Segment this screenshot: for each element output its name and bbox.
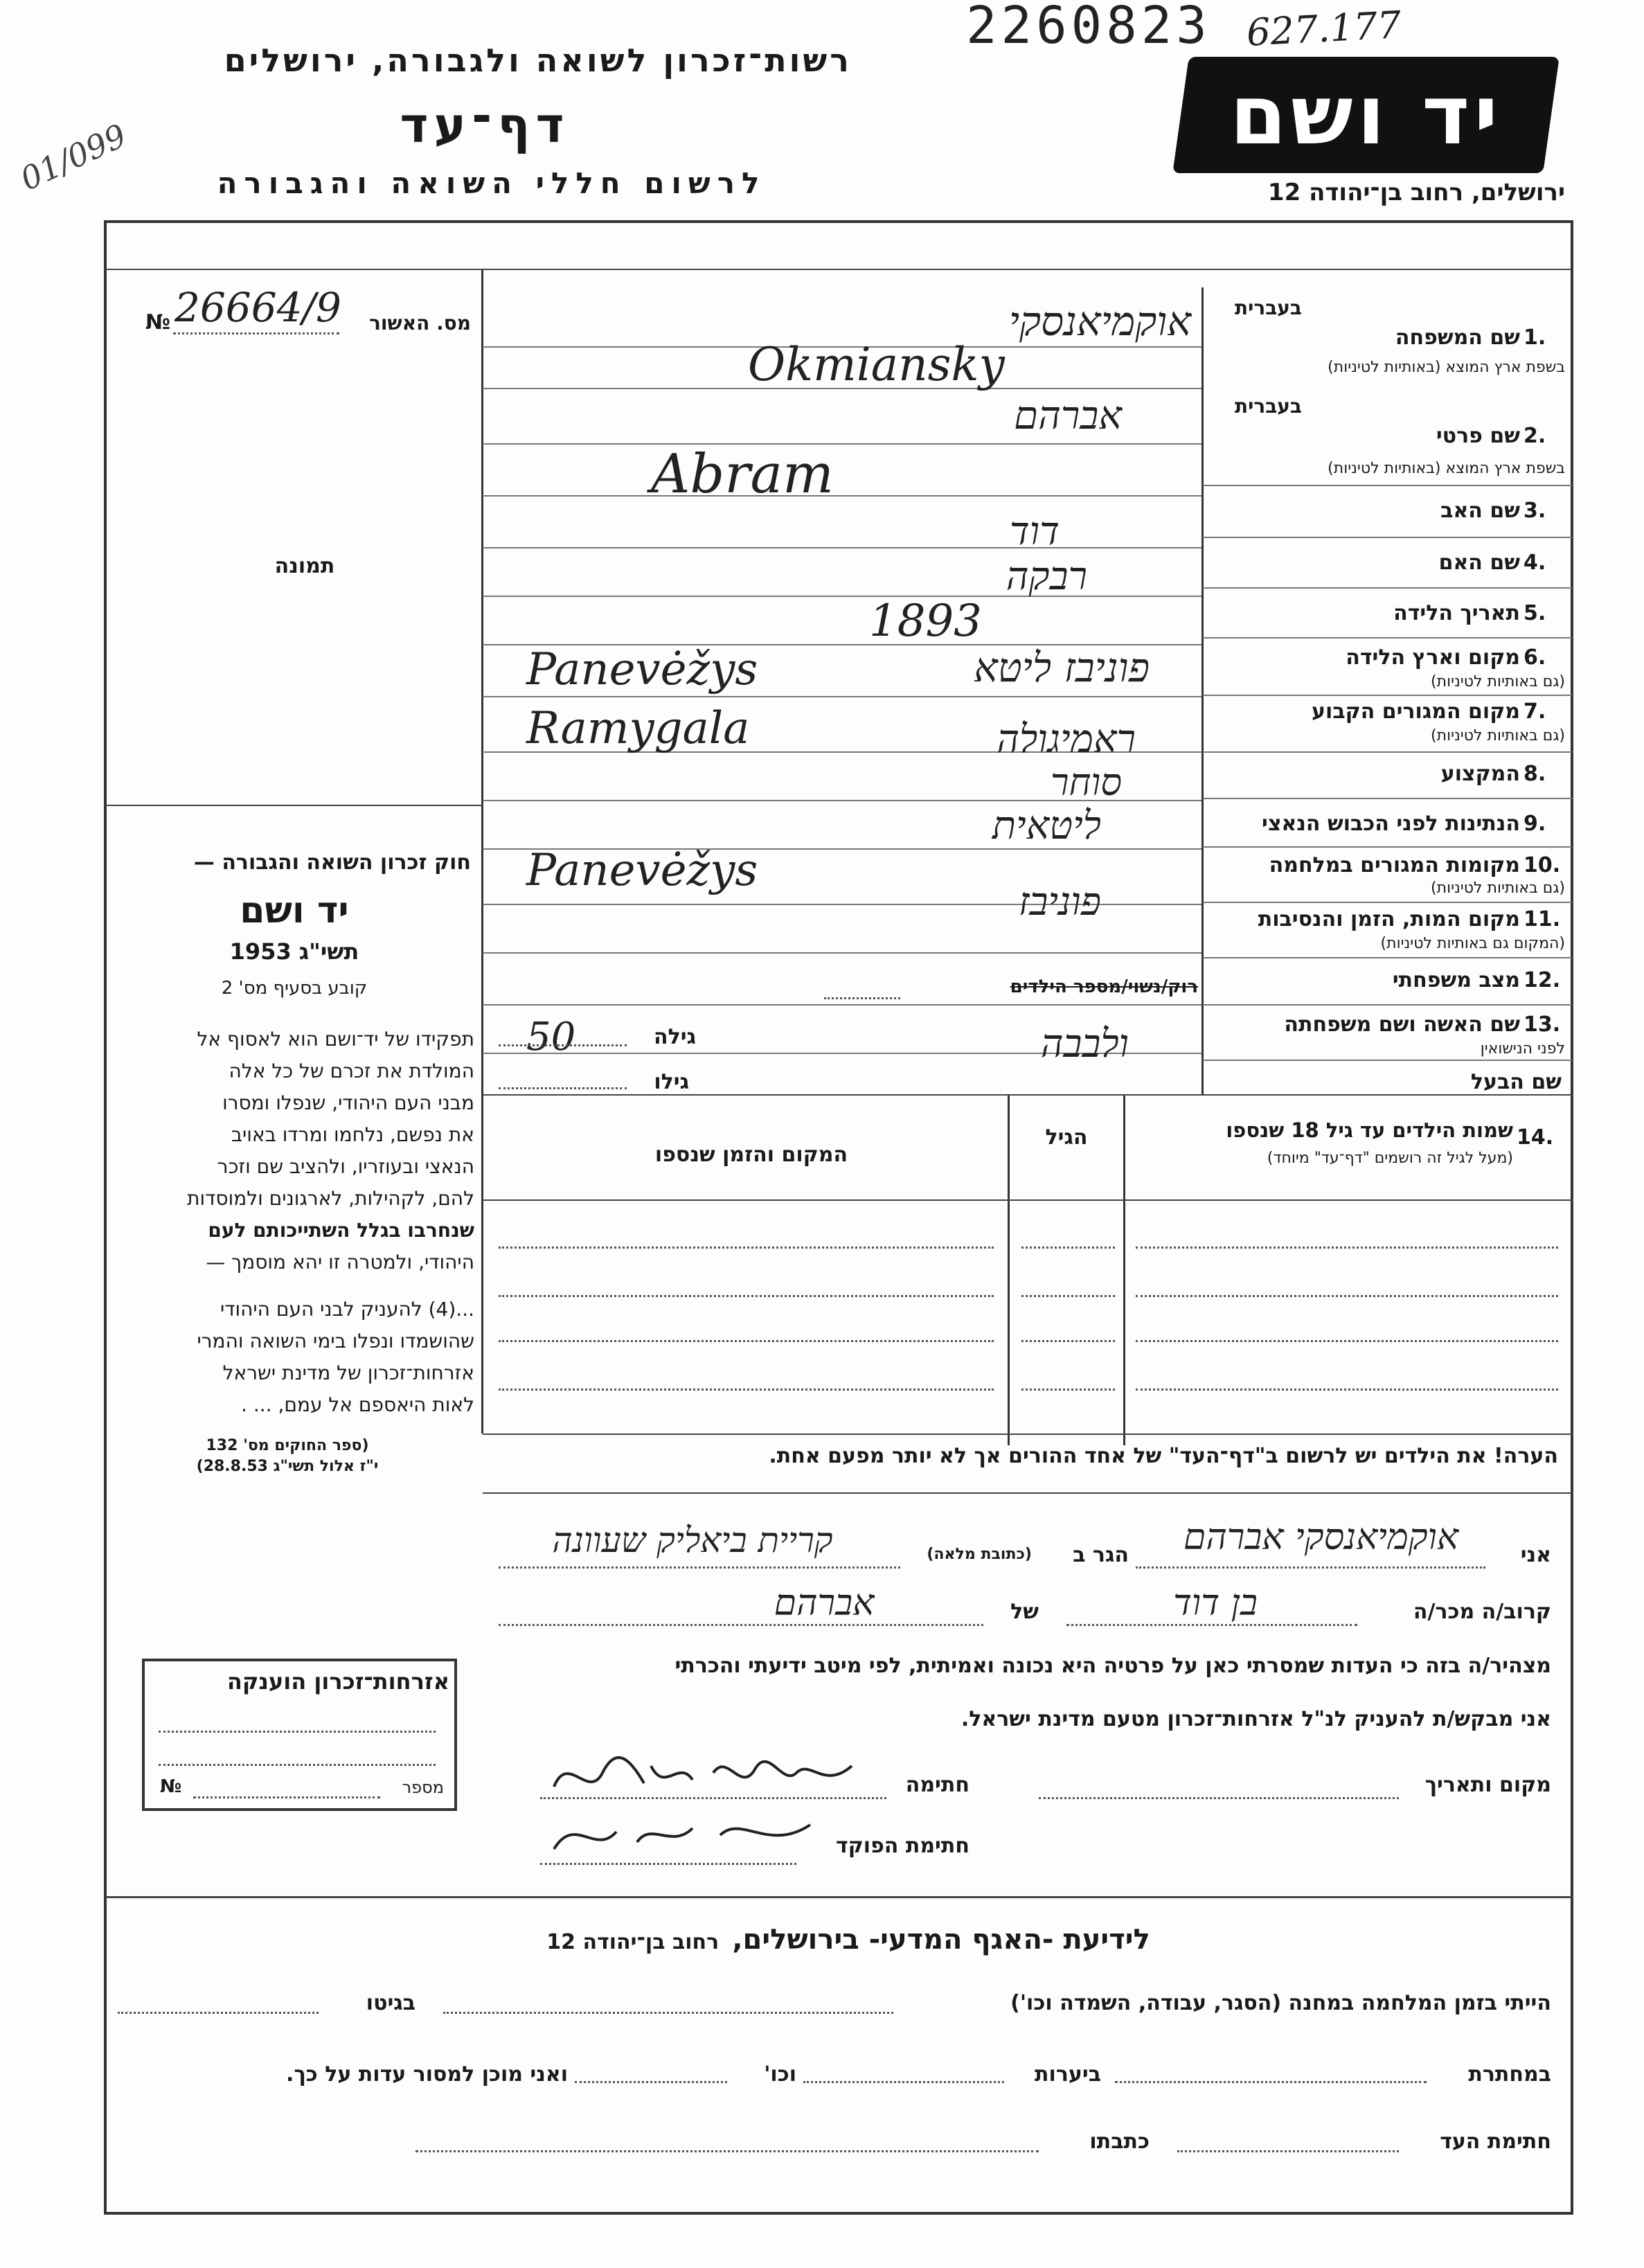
field-6-label: מקום וארץ הלידה bbox=[1346, 645, 1520, 670]
field-9-value: ליטאית bbox=[992, 803, 1101, 848]
field-7-label: מקום המגורים הקבוע bbox=[1312, 699, 1520, 724]
field-13-num: 13. bbox=[1524, 1012, 1561, 1037]
decl-line-3: מצהיר/ה בזה כי העדות שמסרתי כאן על פרטיה היא נכונה ואמיתית, לפי מיטב ידיעתי והכרתי bbox=[674, 1654, 1551, 1678]
law-body bbox=[111, 1024, 474, 1421]
footer-line1-b: בגיטו bbox=[366, 1991, 416, 2015]
decl-officer-label: חתימת הפוקד bbox=[836, 1834, 970, 1858]
footer-heading bbox=[485, 1924, 1212, 1956]
law-name: יד ושם bbox=[240, 890, 349, 931]
law-year: תשי"ג 1953 bbox=[229, 938, 359, 965]
field-7-value-heb: ראמיגולה bbox=[997, 717, 1136, 762]
officer-scribble-icon bbox=[547, 1801, 824, 1863]
citizenship-number-label: מספר bbox=[402, 1778, 444, 1797]
age-value: 50 bbox=[526, 1015, 576, 1060]
side-number-stamp: 01/099 bbox=[15, 116, 132, 198]
field-3-label: שם האב bbox=[1440, 499, 1520, 523]
authority-name: רשות־זכרון לשואה ולגבורה, ירושלים bbox=[224, 42, 852, 79]
citizenship-box-title: אזרחות־זכרון הוענקה bbox=[226, 1668, 449, 1695]
decl-signature-label: חתימה bbox=[905, 1773, 970, 1797]
field-3-value: דוד bbox=[1009, 509, 1060, 554]
field-8-num: 8. bbox=[1524, 762, 1546, 786]
field-12-num: 12. bbox=[1524, 968, 1561, 992]
footer-line2-c: וכו' bbox=[764, 2062, 796, 2087]
law-line: אזרחות־זכרון של מדינת ישראל bbox=[222, 1361, 474, 1384]
registry-number-stamp: 2260823 bbox=[966, 0, 1211, 55]
field-10-value-heb: פוניבז bbox=[1018, 879, 1101, 925]
field-2-value-heb: אברהם bbox=[1014, 393, 1122, 438]
field-5-value: 1893 bbox=[869, 596, 982, 647]
field-1-label: שם המשפחה bbox=[1395, 325, 1520, 350]
officer-signature bbox=[547, 1801, 824, 1863]
field-1-heb-tag: בעברית bbox=[1234, 296, 1302, 319]
approval-no-prefix: № bbox=[145, 310, 171, 334]
field-4-label: שם האם bbox=[1438, 551, 1520, 575]
form-title: דף־עד bbox=[400, 97, 570, 154]
decl-address-hint: (כתובת מלאה) bbox=[927, 1546, 1032, 1563]
husband-age-label: גילו bbox=[654, 1070, 689, 1094]
field-7-num: 7. bbox=[1524, 699, 1546, 724]
law-clause: קובע בסעיף מס' 2 bbox=[221, 978, 368, 999]
law-title: חוק זכרון השואה והגבורה — bbox=[193, 850, 471, 875]
footer-line2-b: ביערות bbox=[1035, 2062, 1101, 2087]
field-3-num: 3. bbox=[1524, 499, 1546, 523]
fields-divider bbox=[1201, 287, 1204, 1094]
footer-title: לידיעת -האגף המדעי- בירושלים, bbox=[732, 1924, 1150, 1956]
field-1-sub: בשפת ארץ המוצא (באותיות לטיניות) bbox=[1328, 359, 1565, 376]
law-line: את נפשם, נלחמו ומרדו באויב bbox=[231, 1123, 474, 1146]
field-12-label: מצב משפחתי bbox=[1392, 968, 1520, 992]
field-11-sub: (המקום גם באותיות לטיניות) bbox=[1380, 935, 1565, 952]
ref-number-stamp: 627.177 bbox=[1245, 3, 1402, 55]
field-8-value: סוחר bbox=[1050, 760, 1122, 804]
marital-options bbox=[907, 976, 1198, 997]
decl-address-value: קריית ביאליק שעוונה bbox=[552, 1520, 833, 1560]
field-5-label: תאריך הלידה bbox=[1393, 601, 1520, 625]
law-line: ...(4) להעניק לבני העם היהודי bbox=[220, 1298, 474, 1321]
decl-line-4: אני מבקש/ת להעניק לנ"ל אזרחות־זכרון מטעם מדינת ישראל. bbox=[961, 1707, 1551, 1731]
children-num: 14. bbox=[1517, 1125, 1554, 1150]
field-5-num: 5. bbox=[1524, 601, 1546, 625]
field-13-label: שם האשה ושם משפחתה bbox=[1284, 1012, 1520, 1037]
decl-i-value: אוקמיאנסקי אברהם bbox=[1183, 1517, 1459, 1558]
approval-label: מס. האשור bbox=[369, 312, 471, 334]
footer-line3-a: חתימת העד bbox=[1440, 2129, 1551, 2154]
footer-line2-a: במחתרת bbox=[1468, 2062, 1551, 2087]
field-10-value-lat: Panevėžys bbox=[526, 845, 758, 896]
form-subtitle: לרשום חללי השואה והגבורה bbox=[217, 166, 767, 200]
children-label: שמות הילדים עד גיל 18 שנספו bbox=[1226, 1118, 1513, 1142]
field-11-num: 11. bbox=[1524, 907, 1561, 931]
field-13-sub: לפני הנישואין bbox=[1480, 1040, 1565, 1057]
husband-label: שם הבעל bbox=[1470, 1070, 1562, 1094]
law-source-1: (ספר החוקים מס' 132 bbox=[206, 1437, 369, 1454]
law-line: היהודי, ולמטרה זו יהא מוסמך — bbox=[206, 1251, 474, 1274]
field-9-num: 9. bbox=[1524, 812, 1546, 836]
children-col-age: הגיל bbox=[1045, 1125, 1088, 1150]
decl-relative-value: בן דוד bbox=[1173, 1582, 1258, 1624]
photo-label: תמונה bbox=[274, 554, 335, 578]
field-6-value-lat: Panevėžys bbox=[526, 644, 758, 695]
note-text: הערה! את הילדים יש לרשום ב"דף־העד" של אחד ההורים אך לא יותר מפעם אחת. bbox=[769, 1444, 1558, 1468]
footer-address: רחוב בן־יהודה 12 bbox=[546, 1930, 720, 1954]
field-9-label: הנתינות לפני הכבוש הנאצי bbox=[1262, 812, 1520, 836]
law-line: מבני העם היהודי, שנפלו ומסרו bbox=[222, 1091, 474, 1114]
field-1-num: 1. bbox=[1524, 325, 1546, 350]
decl-of-label: של bbox=[1010, 1600, 1039, 1624]
footer-line2-d: ואני מוכן למסור עדות על כך. bbox=[286, 2062, 568, 2087]
law-source-2: י"ז אלול תשי"ג 28.8.53) bbox=[196, 1458, 379, 1475]
field-7-value-lat: Ramygala bbox=[526, 703, 750, 754]
field-10-label: מקומות המגורים במלחמה bbox=[1269, 853, 1520, 877]
field-6-value-heb: פוניבז ליטא bbox=[973, 644, 1150, 691]
field-8-label: המקצוע bbox=[1440, 762, 1520, 786]
field-13-value: ולבבה bbox=[1040, 1021, 1129, 1066]
decl-signature bbox=[547, 1745, 873, 1801]
law-line: שנחרבו בגלל השתייכותם לעם bbox=[208, 1219, 474, 1242]
law-line: תפקידו של יד־ושם הוא לאסוף אל bbox=[197, 1028, 474, 1051]
field-2-value-lat: Abram bbox=[651, 443, 834, 506]
yad-vashem-logo bbox=[1172, 57, 1560, 173]
decl-lives-label: הגר ב bbox=[1073, 1543, 1129, 1567]
decl-relative-label: קרוב/ה מכר/ה bbox=[1413, 1600, 1551, 1624]
field-2-label: שם פרטי bbox=[1436, 424, 1520, 448]
law-line: שהושמדו ונפלו בימי השואה והמרי bbox=[197, 1330, 474, 1352]
field-7-sub: (גם באותיות לטיניות) bbox=[1431, 727, 1565, 744]
law-line: להם, לקהילות, לארגונים ולמוסדות bbox=[187, 1187, 474, 1210]
marital-options-text: רוק/נשוי/מספר הילדים bbox=[1010, 976, 1198, 997]
decl-i-label: אני bbox=[1520, 1543, 1551, 1567]
law-line: המולדת את זכרם של כל אלה bbox=[229, 1060, 474, 1082]
field-6-num: 6. bbox=[1524, 645, 1546, 670]
law-line: לאות היאספם אל עמם, ... . bbox=[241, 1393, 474, 1416]
field-11-label: מקום המות, הזמן והנסיבות bbox=[1258, 907, 1520, 931]
decl-place-label: מקום ותאריך bbox=[1424, 1773, 1551, 1797]
field-10-num: 10. bbox=[1524, 853, 1561, 877]
footer-line3-b: כתבתו bbox=[1089, 2129, 1150, 2154]
age-label: גילה bbox=[654, 1025, 696, 1049]
field-1-value-heb: אוקמיאנסקי bbox=[1008, 298, 1191, 345]
field-6-sub: (גם באותיות לטיניות) bbox=[1431, 673, 1565, 690]
footer-line1-a: הייתי בזמן המלחמה במחנה (הסגר, עבודה, השמדה וכו') bbox=[1010, 1991, 1551, 2015]
logo-text: יד ושם bbox=[1229, 67, 1503, 163]
field-10-sub: (גם באותיות לטיניות) bbox=[1431, 879, 1565, 897]
field-4-num: 4. bbox=[1524, 551, 1546, 575]
field-2-num: 2. bbox=[1524, 424, 1546, 448]
field-1-value-lat: Okmiansky bbox=[748, 338, 1005, 391]
field-4-value: רבקה bbox=[1006, 554, 1087, 599]
field-2-heb-tag: בעברית bbox=[1234, 395, 1302, 418]
citizenship-box bbox=[142, 1659, 457, 1811]
children-sub: (מעל לגיל זה רושמים "דף־עד" מיוחד) bbox=[1267, 1150, 1513, 1167]
header-address: ירושלים, רחוב בן־יהודה 12 bbox=[1267, 179, 1565, 206]
citizenship-no-prefix: № bbox=[160, 1776, 182, 1797]
left-column-divider bbox=[481, 270, 483, 1434]
field-2-sub: בשפת ארץ המוצא (באותיות לטיניות) bbox=[1328, 460, 1565, 477]
law-line: הנאצי ובעוזריו, ולהציב שם וזכר bbox=[217, 1155, 474, 1178]
approval-number: 26664/9 bbox=[175, 284, 341, 331]
children-col-place: המקום והזמן שנספו bbox=[654, 1143, 848, 1167]
decl-of-value: אברהם bbox=[774, 1582, 875, 1624]
